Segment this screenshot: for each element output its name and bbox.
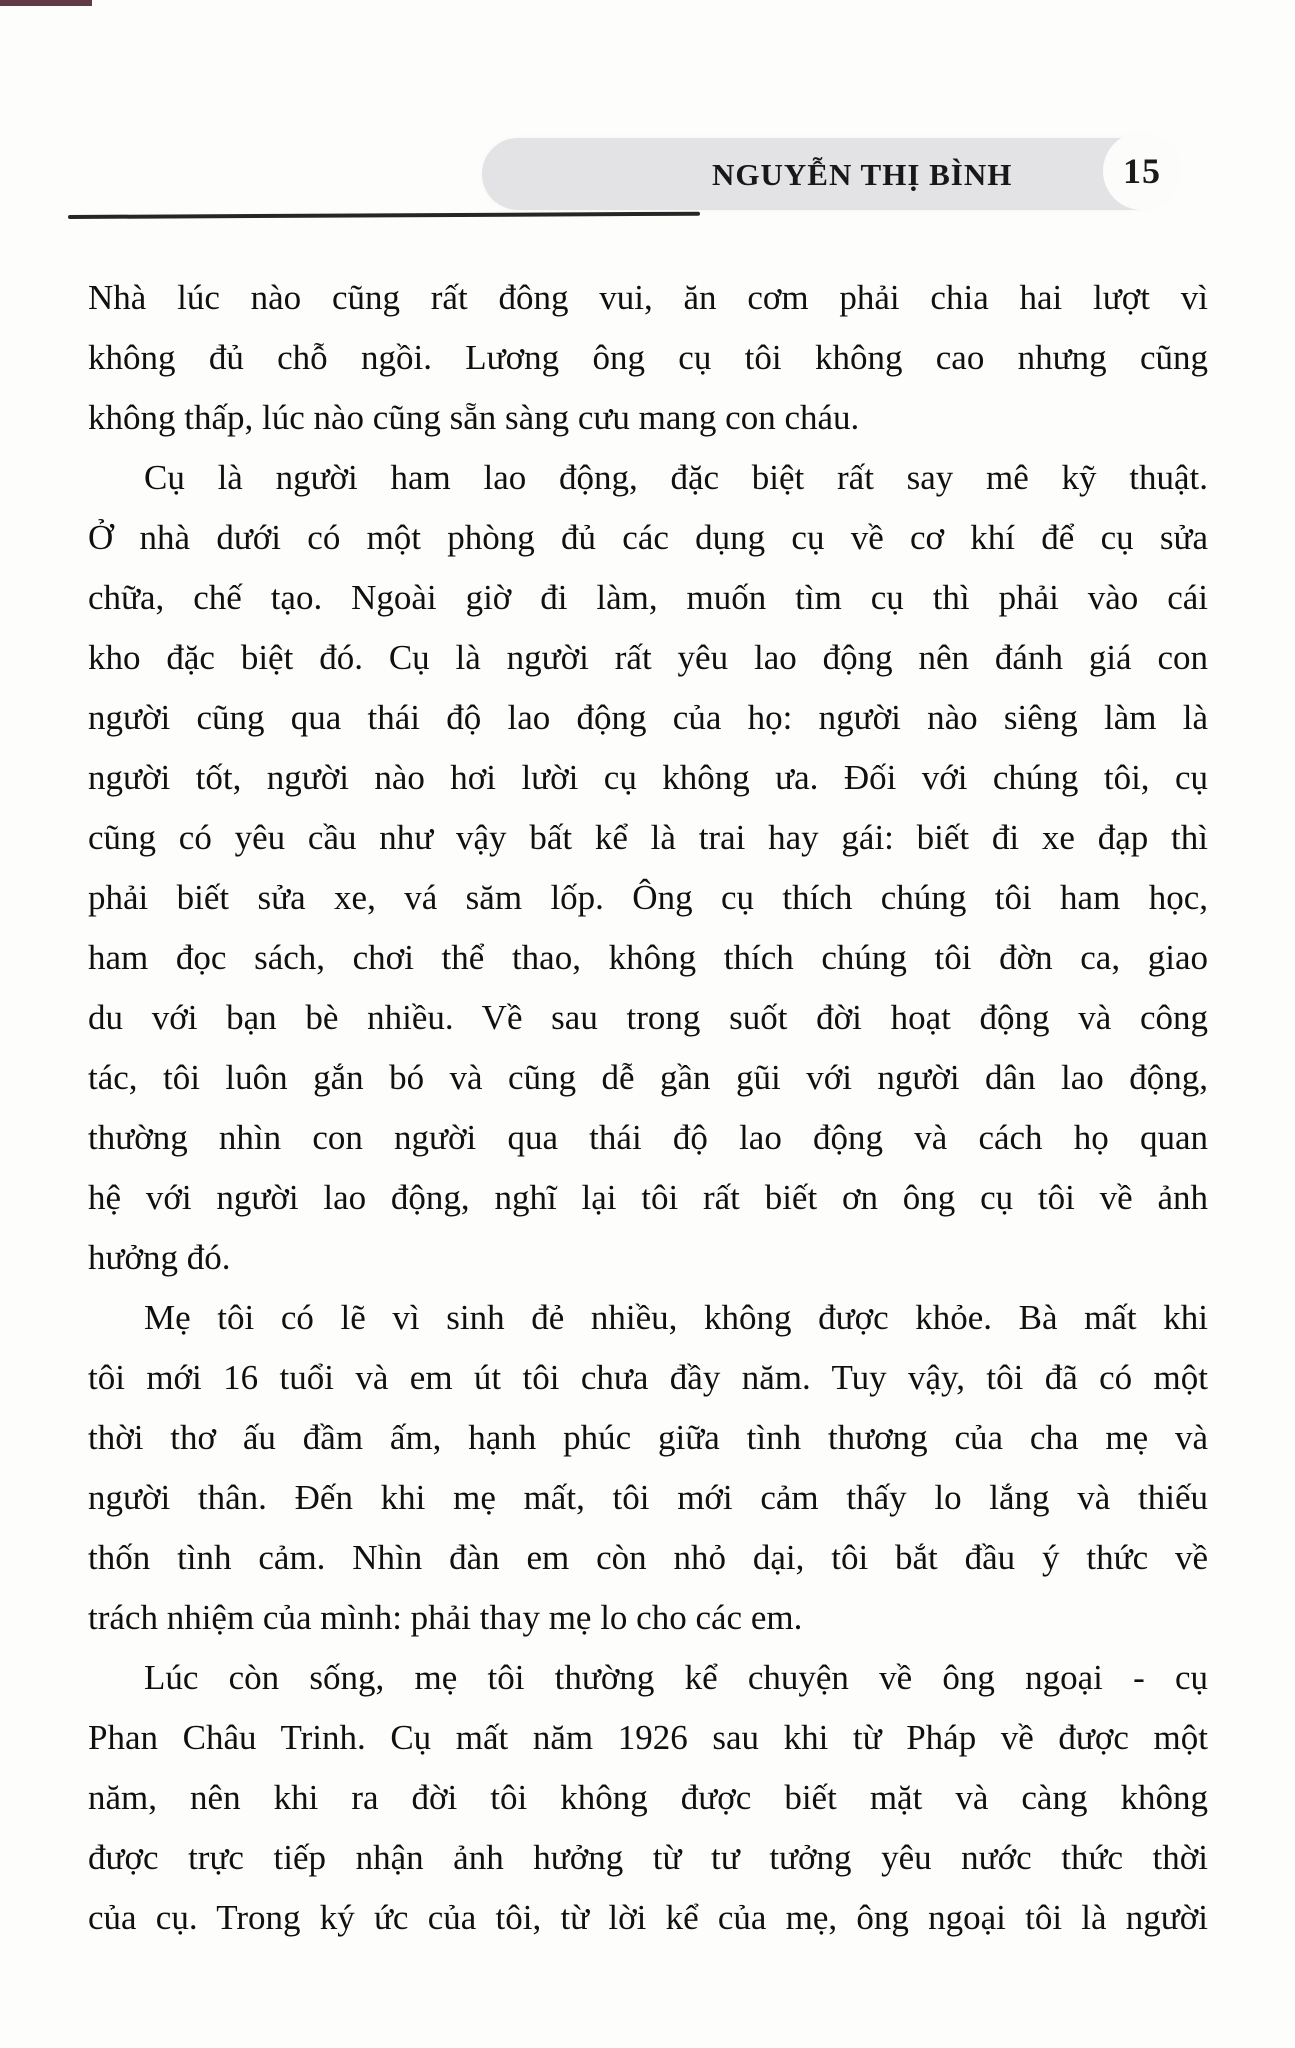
text-line: hệ với người lao động, nghĩ lại tôi rất biết ơn ông cụ tôi về ảnh	[88, 1178, 1208, 1217]
text-line: Ở nhà dưới có một phòng đủ các dụng cụ về cơ khí để cụ sửa	[88, 518, 1208, 557]
text-line: chữa, chế tạo. Ngoài giờ đi làm, muốn tìm cụ thì phải vào cái	[88, 578, 1208, 617]
page-number-badge	[1103, 132, 1181, 210]
text-line: Phan Châu Trinh. Cụ mất năm 1926 sau khi từ Pháp về được một	[88, 1718, 1208, 1757]
text-line: người tốt, người nào hơi lười cụ không ưa. Đối với chúng tôi, cụ	[88, 758, 1208, 797]
text-line: cũng có yêu cầu như vậy bất kể là trai hay gái: biết đi xe đạp thì	[88, 818, 1208, 857]
text-line: phải biết sửa xe, vá săm lốp. Ông cụ thích chúng tôi ham học,	[88, 878, 1208, 917]
text-line: thốn tình cảm. Nhìn đàn em còn nhỏ dại, tôi bắt đầu ý thức về	[88, 1538, 1208, 1577]
text-line: tôi mới 16 tuổi và em út tôi chưa đầy năm. Tuy vậy, tôi đã có một	[88, 1358, 1208, 1397]
text-line: thời thơ ấu đầm ấm, hạnh phúc giữa tình thương của cha mẹ và	[88, 1418, 1208, 1457]
text-line: người thân. Đến khi mẹ mất, tôi mới cảm thấy lo lắng và thiếu	[88, 1478, 1208, 1517]
text-line: năm, nên khi ra đời tôi không được biết mặt và càng không	[88, 1778, 1208, 1817]
text-line: hưởng đó.	[88, 1238, 231, 1277]
text-line: Nhà lúc nào cũng rất đông vui, ăn cơm phải chia hai lượt vì	[88, 278, 1208, 317]
text-line: ham đọc sách, chơi thể thao, không thích chúng tôi đờn ca, giao	[88, 938, 1208, 977]
text-line: được trực tiếp nhận ảnh hưởng từ tư tưởng yêu nước thức thời	[88, 1838, 1208, 1877]
text-line: Mẹ tôi có lẽ vì sinh đẻ nhiều, không được khỏe. Bà mất khi	[144, 1298, 1208, 1337]
text-line: không đủ chỗ ngồi. Lương ông cụ tôi không cao nhưng cũng	[88, 338, 1208, 377]
text-line: kho đặc biệt đó. Cụ là người rất yêu lao động nên đánh giá con	[88, 638, 1208, 677]
text-line: trách nhiệm của mình: phải thay mẹ lo cho các em.	[88, 1598, 803, 1637]
header-rule-line	[68, 212, 700, 219]
photo-edge-artifact	[0, 0, 92, 6]
text-line: Lúc còn sống, mẹ tôi thường kể chuyện về ông ngoại - cụ	[144, 1658, 1208, 1697]
text-line: thường nhìn con người qua thái độ lao động và cách họ quan	[88, 1118, 1208, 1157]
text-line: của cụ. Trong ký ức của tôi, từ lời kể của mẹ, ông ngoại tôi là người	[88, 1898, 1208, 1937]
body-text	[88, 268, 1208, 1948]
text-line: Cụ là người ham lao động, đặc biệt rất say mê kỹ thuật.	[144, 458, 1208, 497]
text-line: tác, tôi luôn gắn bó và cũng dễ gần gũi với người dân lao động,	[88, 1058, 1208, 1097]
page-number: 15	[1123, 151, 1161, 191]
text-line: du với bạn bè nhiều. Về sau trong suốt đời hoạt động và công	[88, 998, 1208, 1037]
text-line: không thấp, lúc nào cũng sẵn sàng cưu mang con cháu.	[88, 398, 860, 437]
running-header-title: NGUYỄN THỊ BÌNH	[712, 157, 1013, 192]
text-line: người cũng qua thái độ lao động của họ: người nào siêng làm là	[88, 698, 1208, 737]
